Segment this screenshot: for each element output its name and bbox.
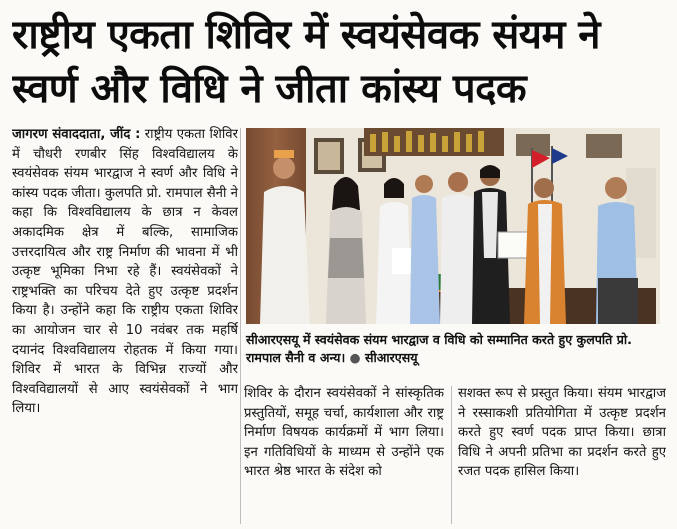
news-photo bbox=[246, 128, 660, 324]
photo-caption bbox=[246, 331, 666, 367]
article-column-3 bbox=[458, 384, 666, 526]
article-text-2: शिविर के दौरान स्वयंसेवकों ने सांस्कृतिक प्रस्तुतियों, समूह चर्चा, कार्यशाला और राष्ट्र निर्माण विषयक कार्यक्रमों में भाग लिया। इन गतिविधियों के माध्यम से उन्होंने एक भारत श्रेष्ठ भारत के संदेश को bbox=[244, 386, 444, 480]
article-column-2 bbox=[244, 384, 444, 526]
article-text-1: राष्ट्रीय एकता शिविर में चौधरी रणबीर सिंह विश्वविद्यालय के स्वयंसेवक संयम भारद्वाज ने स्वर्ण और विधि ने कांस्य पदक जीता। कुलपति प्रो. रामपाल सैनी ने कहा कि विश्वविद्यालय के छात्र न केवल अकादमिक क्षेत्र में बल्कि, सामाजिक उत्तरदायित्व और राष्ट्र निर्माण की भावना में भी उत्कृष्ट भूमिका निभा रहे हैं। स्वयंसेवकों ने राष्ट्रभक्ति का परिचय देते हुए उत्कृष्ट प्रदर्शन किया है। उन्होंने कहा कि राष्ट्रीय एकता शिविर का आयोजन चार से 10 नवंबर तक महर्षि दयानंद विश्वविद्यालय रोहतक में किया गया। शिविर में भारत के विभिन्न राज्यों और विश्वविद्यालयों से आए स्वयंसेवकों ने भाग लिया। bbox=[12, 127, 238, 417]
headline bbox=[12, 8, 667, 116]
article-column-1 bbox=[12, 125, 238, 525]
group-photo-illustration bbox=[246, 128, 660, 324]
column-divider bbox=[240, 128, 241, 524]
headline-line-2: स्वर्ण और विधि ने जीता कांस्य पदक bbox=[12, 66, 527, 112]
caption-bullet: ● bbox=[349, 350, 361, 365]
headline-line-1: राष्ट्रीय एकता शिविर में स्वयंसेवक संयम ने bbox=[12, 12, 600, 58]
photo-credit: सीआरएसयू bbox=[365, 350, 418, 365]
caption-text: सीआरएसयू में स्वयंसेवक संयम भारद्वाज व विधि को सम्मानित करते हुए कुलपति प्रो. रामपाल सैनी व अन्य। bbox=[246, 332, 632, 365]
article-text-3: सशक्त रूप से प्रस्तुत किया। संयम भारद्वाज ने रस्साकशी प्रतियोगिता में उत्कृष्ट प्रदर्शन करते हुए स्वर्ण पदक प्राप्त किया। छात्रा विधि ने अपनी प्रतिभा का प्रदर्शन करते हुए रजत पदक हासिल किया। bbox=[458, 386, 666, 480]
dateline: जागरण संवाददाता, जींद : bbox=[12, 127, 141, 142]
column-divider-2 bbox=[451, 386, 452, 524]
